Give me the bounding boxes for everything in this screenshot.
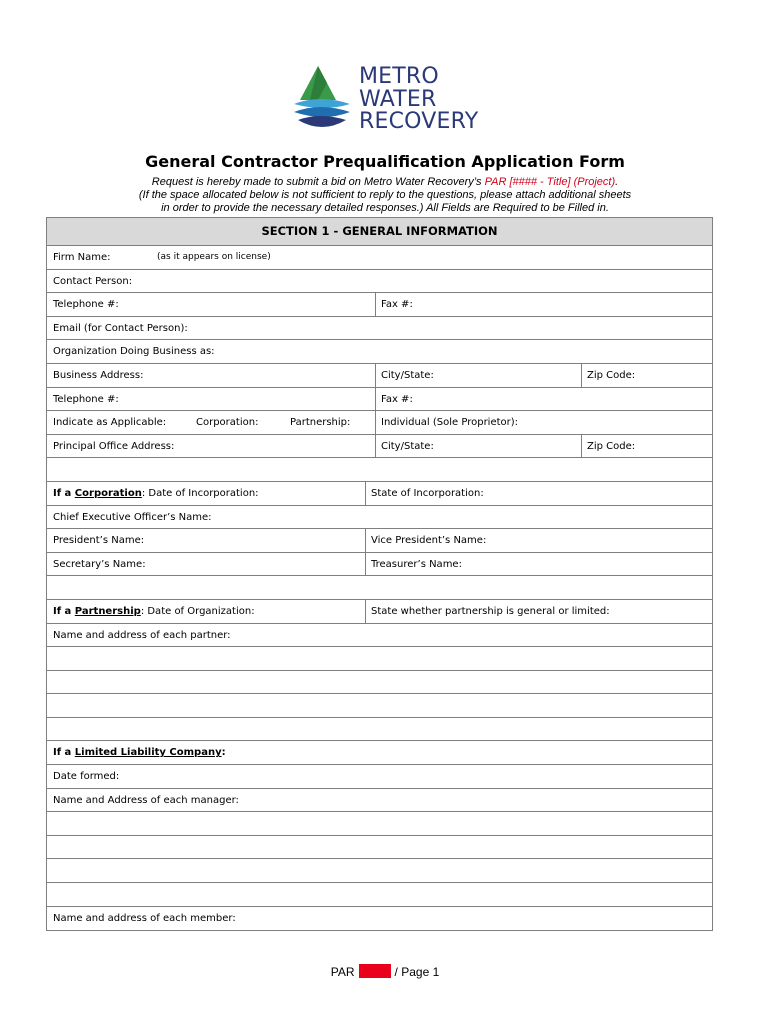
secretary-label: Secretary’s Name:: [53, 558, 146, 570]
intro-line-1a: Request is hereby made to submit a bid on Metro Water Recovery’s: [151, 176, 485, 188]
section-1-heading: SECTION 1 - GENERAL INFORMATION: [47, 218, 712, 246]
partners-row[interactable]: [47, 624, 712, 648]
telephone-fax-row-2[interactable]: [47, 388, 712, 412]
intro-line-2: (If the space allocated below is not sufficient to reply to the questions, please attach additional sheets: [138, 189, 632, 201]
principal-address-row[interactable]: [47, 435, 712, 459]
business-address-row[interactable]: [47, 364, 712, 388]
par-placeholder: PAR [#### - Title] (Project): [484, 176, 616, 188]
date-formed-label: Date formed:: [53, 771, 120, 783]
telephone-label: Telephone #:: [53, 299, 119, 311]
managers-row[interactable]: [47, 789, 712, 813]
dba-label: Organization Doing Business as:: [53, 346, 215, 358]
blank-row-9[interactable]: [47, 859, 712, 883]
partnership-option[interactable]: Partnership:: [290, 417, 351, 429]
secretary-row[interactable]: [47, 553, 712, 577]
date-formed-row[interactable]: [47, 765, 712, 789]
ceo-label: Chief Executive Officer’s Name:: [53, 511, 212, 523]
fax-label-2: Fax #:: [381, 393, 413, 405]
principal-address-label: Principal Office Address:: [53, 440, 175, 452]
email-label: Email (for Contact Person):: [53, 322, 188, 334]
partnership-type-label: State whether partnership is general or limited:: [371, 605, 610, 617]
president-row[interactable]: [47, 529, 712, 553]
vice-president-label: Vice President’s Name:: [371, 535, 487, 547]
logo-wordmark: [359, 66, 478, 134]
partnership-row[interactable]: [47, 600, 712, 624]
fax-label: Fax #:: [381, 299, 413, 311]
indicate-label: Indicate as Applicable:: [53, 417, 167, 429]
blank-row-2[interactable]: [47, 576, 712, 600]
city-state-label: City/State:: [381, 369, 434, 381]
general-information-form: [46, 217, 713, 931]
telephone-label-2: Telephone #:: [53, 393, 119, 405]
page-title: General Contractor Prequalification Application Form: [145, 152, 625, 171]
intro-line-1b: .: [615, 176, 619, 188]
members-label: Name and address of each member:: [53, 912, 236, 924]
managers-label: Name and Address of each manager:: [53, 794, 239, 806]
email-row[interactable]: [47, 317, 712, 341]
zip-label: Zip Code:: [587, 369, 636, 381]
president-label: President’s Name:: [53, 535, 145, 547]
corporation-option[interactable]: Corporation:: [196, 417, 259, 429]
intro-line-3: in order to provide the necessary detailed responses.) All Fields are Required to be Filled in.: [161, 202, 609, 214]
blank-row-3[interactable]: [47, 647, 712, 671]
llc-row[interactable]: [47, 741, 712, 765]
corporation-date-label: If a Corporation: Date of Incorporation:: [53, 487, 259, 499]
business-address-label: Business Address:: [53, 369, 144, 381]
corporation-row[interactable]: [47, 482, 712, 506]
telephone-fax-row[interactable]: [47, 293, 712, 317]
partners-label: Name and address of each partner:: [53, 629, 231, 641]
dba-row[interactable]: [47, 340, 712, 364]
zip-label-2: Zip Code:: [587, 440, 636, 452]
firm-name-note: (as it appears on license): [157, 252, 271, 262]
treasurer-label: Treasurer’s Name:: [371, 558, 462, 570]
indicate-applicable-row[interactable]: [47, 411, 712, 435]
blank-row-7[interactable]: [47, 812, 712, 836]
blank-row-8[interactable]: [47, 836, 712, 860]
contact-person-row[interactable]: [47, 270, 712, 294]
page-footer: [0, 964, 770, 979]
ceo-row[interactable]: [47, 506, 712, 530]
blank-row-1[interactable]: [47, 458, 712, 482]
intro-text: [60, 176, 710, 215]
footer-par-label: PAR: [330, 965, 355, 979]
metro-water-recovery-logo: [290, 64, 490, 136]
logo-line-1: METRO: [359, 64, 439, 89]
contact-person-label: Contact Person:: [53, 275, 133, 287]
blank-row-10[interactable]: [47, 883, 712, 907]
logo-mark-icon: [290, 64, 356, 136]
blank-row-6[interactable]: [47, 718, 712, 742]
llc-label: If a Limited Liability Company:: [53, 747, 226, 759]
blank-row-4[interactable]: [47, 671, 712, 695]
logo-line-3: RECOVERY: [359, 109, 479, 134]
state-incorporation-label: State of Incorporation:: [371, 487, 484, 499]
blank-row-5[interactable]: [47, 694, 712, 718]
members-row[interactable]: [47, 907, 712, 931]
partnership-date-label: If a Partnership: Date of Organization:: [53, 605, 255, 617]
city-state-label-2: City/State:: [381, 440, 434, 452]
par-number-redaction: [359, 964, 391, 978]
individual-option[interactable]: Individual (Sole Proprietor):: [381, 417, 519, 429]
footer-page-label: / Page 1: [394, 965, 440, 979]
logo-line-2: WATER: [359, 86, 437, 112]
firm-name-row[interactable]: [47, 246, 712, 270]
firm-name-label: Firm Name:: [53, 252, 111, 263]
